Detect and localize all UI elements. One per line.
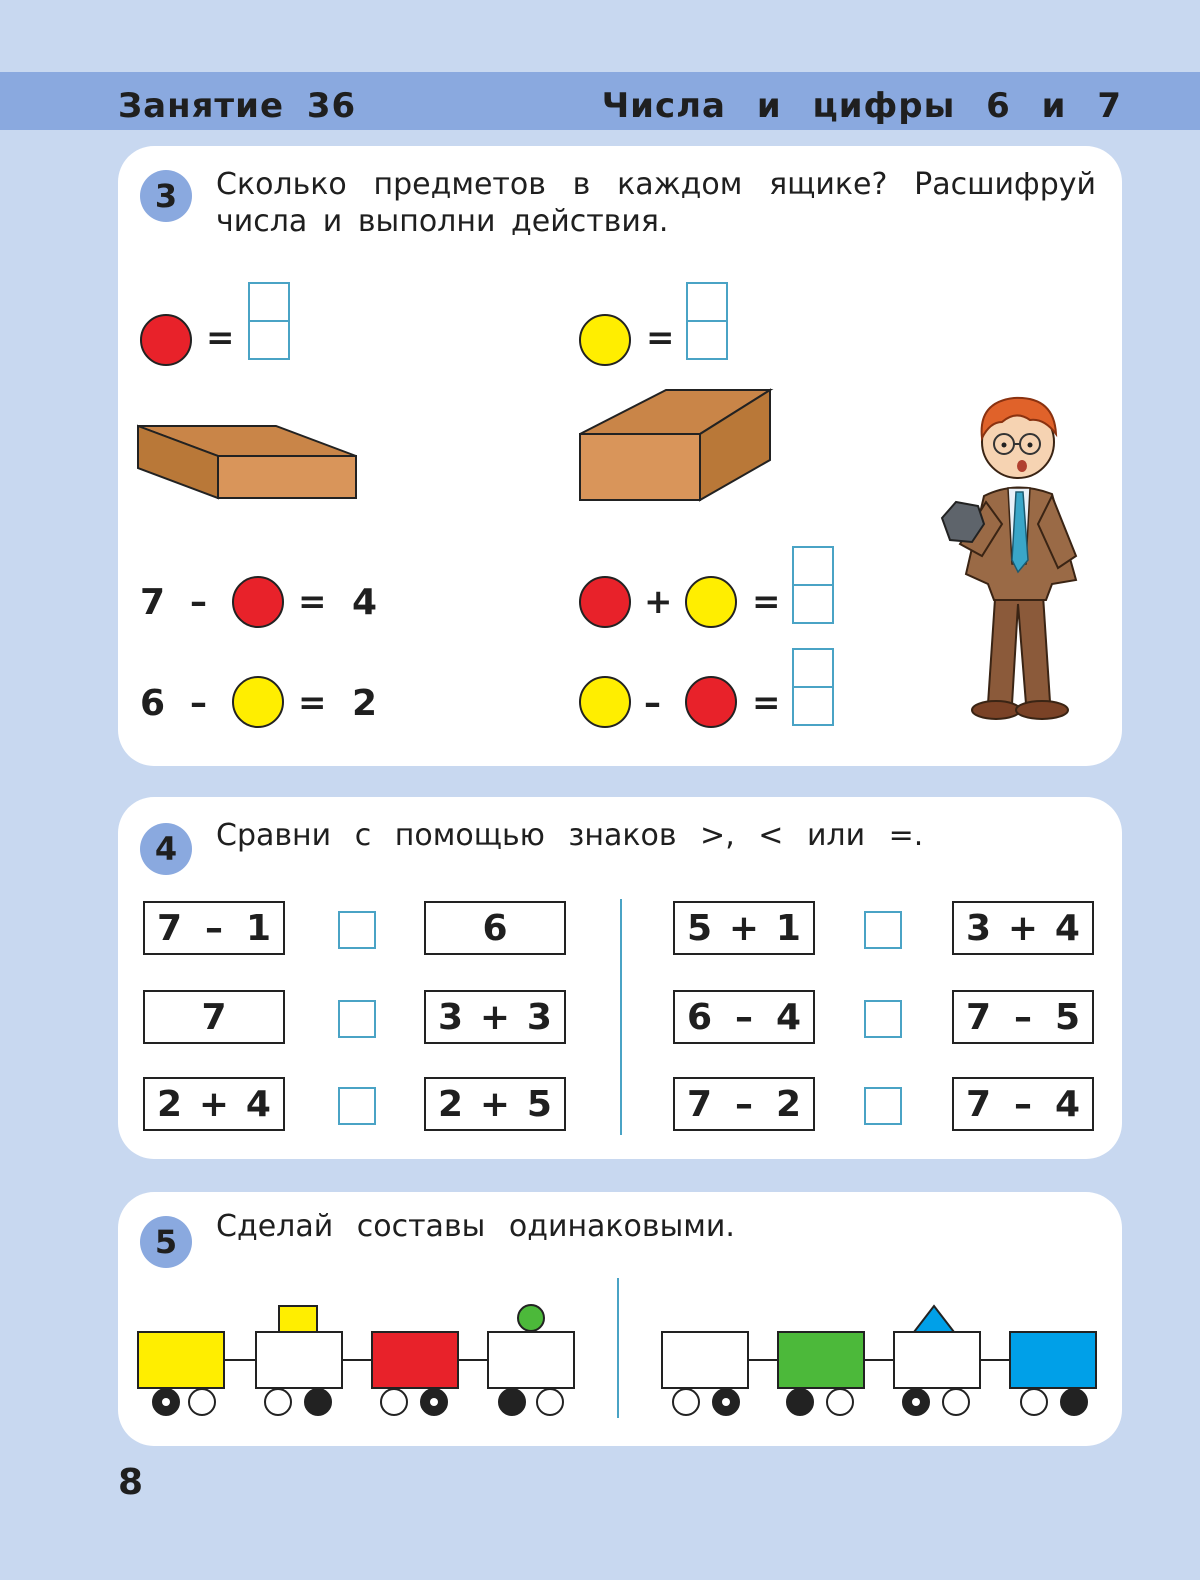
yellow-circle-icon xyxy=(579,676,631,728)
yellow-circle-icon xyxy=(232,676,284,728)
expression-box xyxy=(952,990,1094,1044)
expression-token: + xyxy=(479,996,511,1038)
minus-sign: – xyxy=(644,683,661,723)
equals-sign: = xyxy=(298,582,327,622)
red-circle-icon xyxy=(232,576,284,628)
task-4-panel xyxy=(118,797,1122,1159)
red-circle-icon xyxy=(140,314,192,366)
minus-sign: – xyxy=(190,683,207,723)
task-number-badge: 5 xyxy=(140,1216,192,1268)
expression-token: – xyxy=(205,907,223,949)
eq1-result: 4 xyxy=(352,582,378,623)
topic-title: Числа и цифры 6 и 7 xyxy=(601,86,1122,126)
expression-box xyxy=(424,1077,566,1131)
boy-illustration xyxy=(926,384,1108,732)
equals-sign: = xyxy=(646,318,675,358)
expression-token: – xyxy=(735,996,753,1038)
flat-box-image xyxy=(136,418,360,502)
expression-token: 4 xyxy=(775,996,801,1038)
expression-token: 6 xyxy=(687,996,713,1038)
expression-token: 2 xyxy=(775,1083,801,1125)
expression-token: 6 xyxy=(482,907,508,949)
expression-token: 7 xyxy=(966,996,992,1038)
column-divider xyxy=(620,899,622,1135)
plus-sign: + xyxy=(644,582,673,622)
expression-token: 3 xyxy=(438,996,464,1038)
task-number-badge: 4 xyxy=(140,823,192,875)
expression-token: 1 xyxy=(775,907,801,949)
compare-sign-cell[interactable] xyxy=(338,1087,376,1125)
equals-sign: = xyxy=(298,683,327,723)
task-number-badge: 3 xyxy=(140,170,192,222)
train-left-image xyxy=(136,1296,580,1420)
task-5-instruction: Сделай составы одинаковыми. xyxy=(216,1209,735,1244)
expression-token: 5 xyxy=(1054,996,1080,1038)
task-5-panel xyxy=(118,1192,1122,1446)
expression-box xyxy=(424,901,566,955)
expression-token: 4 xyxy=(1054,907,1080,949)
expression-box xyxy=(673,901,815,955)
task-4-instruction: Сравни с помощью знаков >, < или =. xyxy=(216,818,924,853)
compare-sign-cell[interactable] xyxy=(864,1087,902,1125)
answer-cell-difference[interactable] xyxy=(792,648,834,726)
expression-token: 1 xyxy=(245,907,271,949)
expression-token: – xyxy=(1014,996,1032,1038)
answer-cell-sum[interactable] xyxy=(792,546,834,624)
red-circle-icon xyxy=(579,576,631,628)
yellow-circle-icon xyxy=(685,576,737,628)
expression-token: 7 xyxy=(966,1083,992,1125)
expression-box xyxy=(143,990,285,1044)
expression-token: 2 xyxy=(438,1083,464,1125)
yellow-circle-icon xyxy=(579,314,631,366)
expression-token: + xyxy=(1007,907,1039,949)
lesson-title: Занятие 36 xyxy=(118,86,357,126)
expression-box xyxy=(952,1077,1094,1131)
page-number: 8 xyxy=(118,1462,144,1503)
task-3-instruction: Сколько предметов в каждом ящике? Расшифруй числа и выполни действия. xyxy=(216,167,1096,239)
eq2-number: 6 xyxy=(140,683,166,724)
compare-sign-cell[interactable] xyxy=(338,1000,376,1038)
expression-token: 7 xyxy=(201,996,227,1038)
answer-cell-yellow[interactable] xyxy=(686,282,728,360)
expression-box xyxy=(424,990,566,1044)
expression-token: + xyxy=(198,1083,230,1125)
expression-token: 4 xyxy=(1054,1083,1080,1125)
eq2-result: 2 xyxy=(352,683,378,724)
train-right-image xyxy=(660,1296,1104,1420)
eq1-number: 7 xyxy=(140,582,166,623)
expression-box xyxy=(673,990,815,1044)
equals-sign: = xyxy=(206,318,235,358)
minus-sign: – xyxy=(190,582,207,622)
equals-sign: = xyxy=(752,582,781,622)
equals-sign: = xyxy=(752,683,781,723)
expression-token: 3 xyxy=(526,996,552,1038)
answer-cell-red[interactable] xyxy=(248,282,290,360)
expression-token: – xyxy=(1014,1083,1032,1125)
task-3-panel xyxy=(118,146,1122,766)
expression-token: 7 xyxy=(157,907,183,949)
expression-token: + xyxy=(728,907,760,949)
expression-token: 5 xyxy=(526,1083,552,1125)
expression-token: + xyxy=(479,1083,511,1125)
compare-sign-cell[interactable] xyxy=(338,911,376,949)
expression-box xyxy=(143,901,285,955)
expression-token: 5 xyxy=(687,907,713,949)
expression-token: – xyxy=(735,1083,753,1125)
expression-token: 7 xyxy=(687,1083,713,1125)
red-circle-icon xyxy=(685,676,737,728)
expression-token: 4 xyxy=(245,1083,271,1125)
tall-box-image xyxy=(576,386,774,504)
compare-sign-cell[interactable] xyxy=(864,911,902,949)
expression-box xyxy=(952,901,1094,955)
compare-sign-cell[interactable] xyxy=(864,1000,902,1038)
expression-token: 2 xyxy=(157,1083,183,1125)
column-divider xyxy=(617,1278,619,1418)
expression-token: 3 xyxy=(966,907,992,949)
expression-box xyxy=(143,1077,285,1131)
expression-box xyxy=(673,1077,815,1131)
